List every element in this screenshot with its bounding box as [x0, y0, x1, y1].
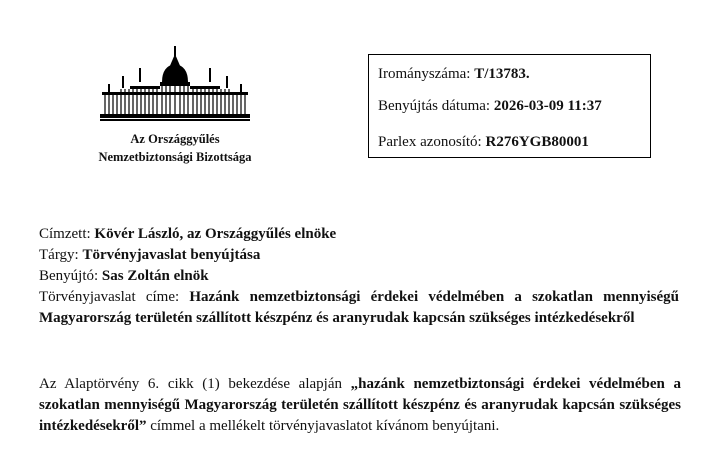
letterhead	[60, 46, 290, 166]
targy-label: Tárgy:	[39, 247, 79, 263]
parliament-building-icon	[100, 46, 250, 122]
cimzett-label: Címzett:	[39, 226, 91, 242]
cim-value: Hazánk nemzetbiztonsági érdekei védelmében a szokatlan mennyiségű Magyarország területén szállított készpénz és aranyrudak kapcsán szükséges intézkedésekről	[39, 289, 679, 326]
cim-label: Törvényjavaslat címe:	[39, 289, 180, 305]
cim-row	[39, 287, 679, 329]
benyujto-row	[39, 266, 679, 287]
benyujto-value: Sas Zoltán elnök	[101, 268, 209, 284]
parlex-label: Parlex azonosító:	[378, 134, 482, 150]
benyujtas-row	[378, 97, 602, 115]
benyujto-label: Benyújtó:	[39, 268, 99, 284]
parlex-value: R276YGB80001	[485, 134, 589, 150]
targy-value: Törvényjavaslat benyújtása	[82, 247, 261, 263]
document-meta	[39, 224, 679, 329]
iromany-label: Irományszáma:	[378, 66, 471, 82]
iromany-row	[378, 65, 530, 83]
cimzett-value: Kövér László, az Országgyűlés elnöke	[94, 226, 337, 242]
targy-row	[39, 245, 679, 266]
org-name-line1: Az Országgyűlés	[130, 132, 220, 146]
body-intro: Az Alaptörvény 6. cikk (1) bekezdése alapján	[39, 376, 351, 392]
benyujtas-value: 2026-03-09 11:37	[493, 98, 602, 114]
parlex-row	[378, 133, 589, 151]
org-name-line2: Nemzetbiztonsági Bizottsága	[98, 150, 252, 164]
body-title-quote: „hazánk nemzetbiztonsági érdekei védelmében a szokatlan mennyiségű Magyarország területén szállított készpénz és aranyrudak kapcsán szükséges intézkedésekről”	[39, 376, 681, 434]
benyujtas-label: Benyújtás dátuma:	[378, 98, 491, 114]
body-outro: címmel a mellékelt törvényjavaslatot kívánom benyújtani.	[146, 418, 500, 434]
iromany-value: T/13783.	[474, 66, 530, 82]
submission-info-box	[368, 54, 651, 158]
cimzett-row	[39, 224, 679, 245]
body-paragraph	[39, 374, 681, 437]
